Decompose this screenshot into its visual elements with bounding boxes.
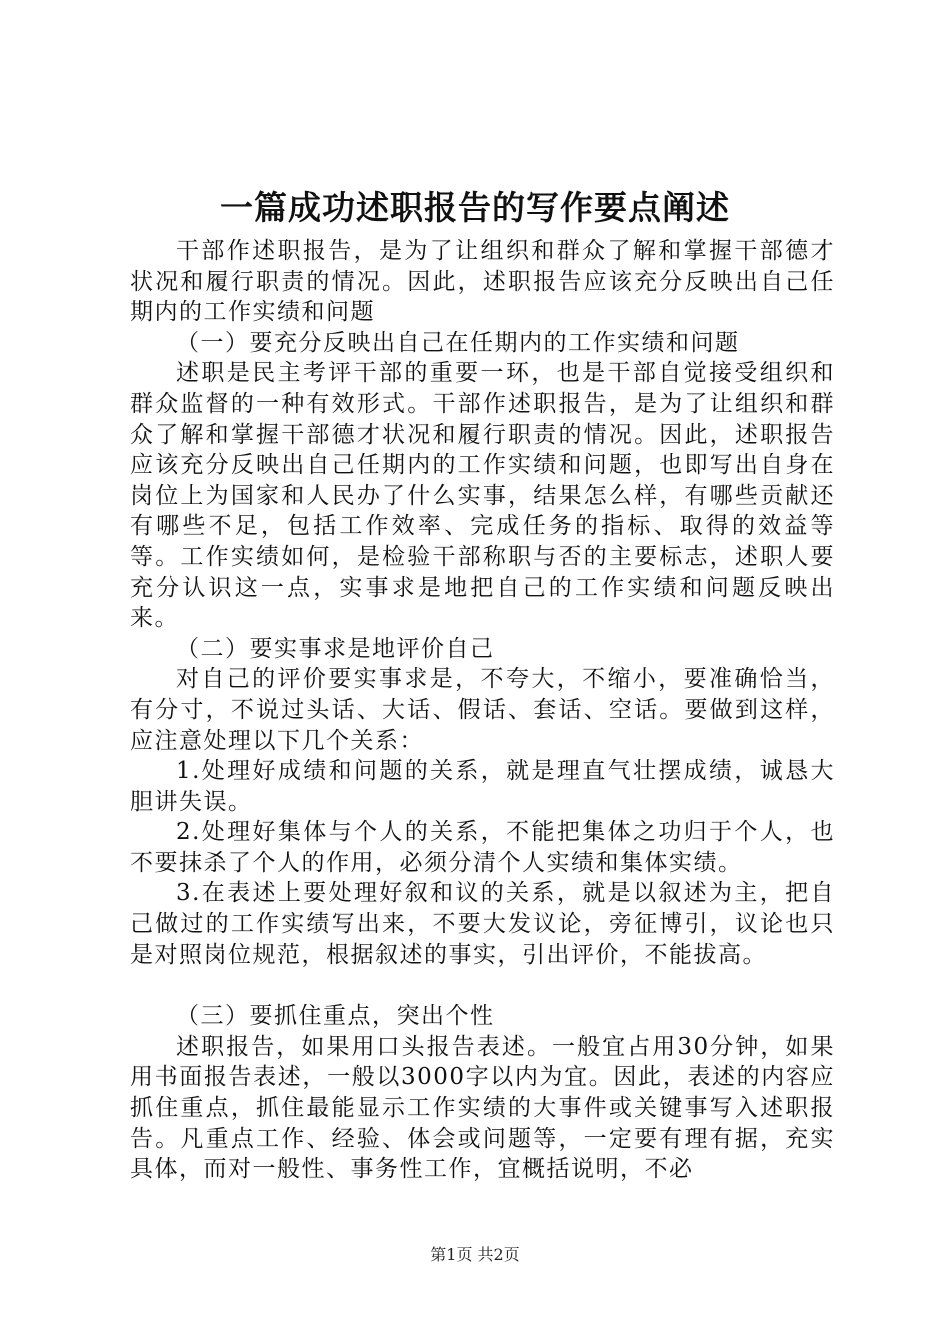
intro-paragraph: 干部作述职报告，是为了让组织和群众了解和掌握干部德才状况和履行职责的情况。因此，述职报告应该充分反映出自己任期内的工作实绩和问题 (130, 238, 835, 326)
section-2-paragraph: 对自己的评价要实事求是，不夸大，不缩小，要准确恰当，有分寸，不说过头话、大话、假话、套话、空话。要做到这样，应注意处理以下几个关系： (130, 666, 835, 754)
list-item-3: 3.在表述上要处理好叙和议的关系，就是以叙述为主，把自己做过的工作实绩写出来，不要大发议论，旁征博引，议论也只是对照岗位规范，根据叙述的事实，引出评价，不能拔高。 (130, 880, 835, 968)
section-heading-3: （三）要抓住重点，突出个性 (176, 1003, 495, 1030)
section-heading-1: （一）要充分反映出自己在任期内的工作实绩和问题 (176, 329, 740, 356)
page-footer: 第1页 共2页 (430, 1245, 520, 1264)
list-item-2: 2.处理好集体与个人的关系，不能把集体之功归于个人，也不要抹杀了个人的作用，必须分清个人实绩和集体实绩。 (130, 819, 835, 876)
document-body (130, 236, 835, 1185)
section-heading-2: （二）要实事求是地评价自己 (176, 635, 495, 662)
section-3-paragraph: 述职报告，如果用口头报告表述。一般宜占用30分钟，如果用书面报告表述，一般以3000字以内为宜。因此，表述的内容应抓住重点，抓住最能显示工作实绩的大事件或关键事写入述职报告。凡重点工作、经验、体会或问题等，一定要有理有据，充实具体，而对一般性、事务性工作，宜概括说明，不必 (130, 1033, 835, 1183)
document-title: 一篇成功述职报告的写作要点阐述 (220, 188, 730, 227)
list-item-1: 1.处理好成绩和问题的关系，就是理直气壮摆成绩，诚恳大胆讲失误。 (130, 758, 835, 815)
section-1-paragraph: 述职是民主考评干部的重要一环，也是干部自觉接受组织和群众监督的一种有效形式。干部作述职报告，是为了让组织和群众了解和掌握干部德才状况和履行职责的情况。因此，述职报告应该充分反映出自己任期内的工作实绩和问题，也即写出自身在岗位上为国家和人民办了什么实事，结果怎么样，有哪些贡献还有哪些不足，包括工作效率、完成任务的指标、取得的效益等等。工作实绩如何，是检验干部称职与否的主要标志，述职人要充分认识这一点，实事求是地把自己的工作实绩和问题反映出来。 (130, 360, 835, 632)
